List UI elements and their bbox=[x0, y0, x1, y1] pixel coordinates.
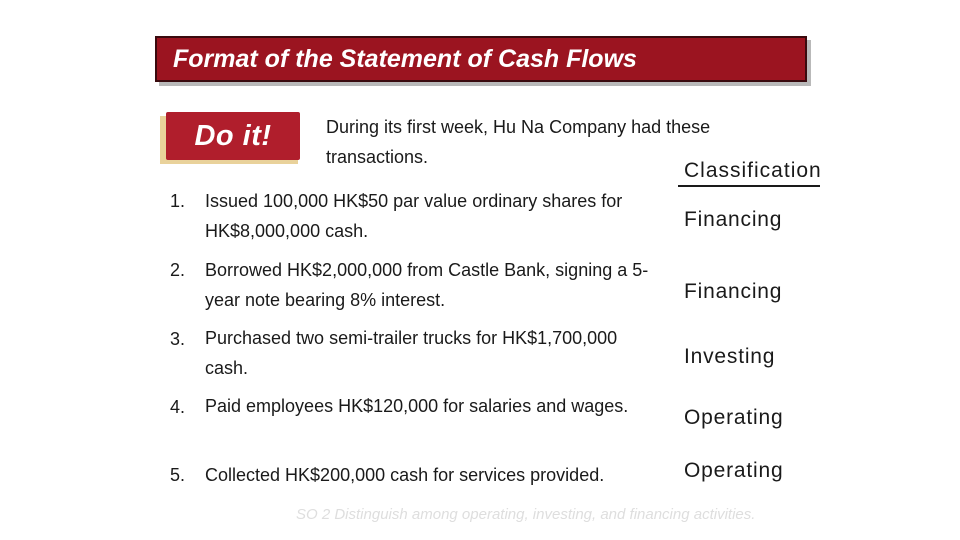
transaction-text: Borrowed HK$2,000,000 from Castle Bank, signing a 5-year note bearing 8% interest. bbox=[205, 260, 649, 310]
transaction-text: Purchased two semi-trailer trucks for HK$1,700,000 cash. bbox=[205, 328, 618, 378]
transaction-number: 5. bbox=[170, 465, 186, 485]
transaction-classification: Investing bbox=[684, 345, 776, 368]
transaction-number: 2. bbox=[170, 260, 186, 280]
title-bar bbox=[155, 36, 807, 82]
study-objective-footer: SO 2 Distinguish among operating, investing, and financing activities. bbox=[296, 506, 756, 523]
transaction-classification: Financing bbox=[684, 280, 783, 303]
classification-underline bbox=[678, 185, 820, 187]
transaction-number: 4. bbox=[170, 397, 186, 417]
badge-box bbox=[166, 112, 300, 160]
transaction-classification: Operating bbox=[684, 459, 784, 482]
transaction-number: 1. bbox=[170, 191, 186, 211]
transaction-text: Paid employees HK$120,000 for salaries and wages. bbox=[205, 396, 629, 416]
transaction-classification: Operating bbox=[684, 406, 784, 429]
transaction-text: Collected HK$200,000 cash for services provided. bbox=[205, 465, 605, 485]
transaction-text: Issued 100,000 HK$50 par value ordinary shares for HK$8,000,000 cash. bbox=[205, 191, 623, 241]
transaction-number: 3. bbox=[170, 329, 186, 349]
classification-heading: Classification bbox=[684, 159, 822, 182]
badge-label: Do it! bbox=[194, 119, 272, 152]
intro-text: During its first week, Hu Na Company had these transactions. bbox=[326, 117, 711, 167]
do-it-badge bbox=[160, 112, 302, 166]
slide-title: Format of the Statement of Cash Flows bbox=[173, 45, 637, 73]
transaction-classification: Financing bbox=[684, 208, 783, 231]
